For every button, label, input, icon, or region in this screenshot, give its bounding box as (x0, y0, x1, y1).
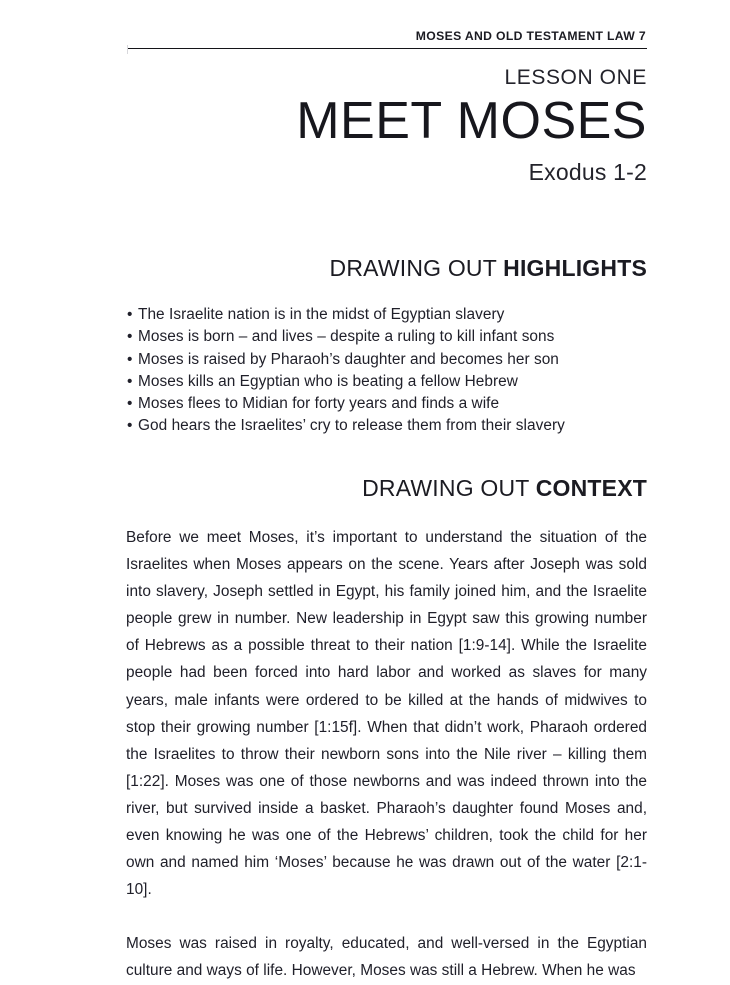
bullet-icon: • (127, 417, 133, 435)
highlights-list (127, 304, 647, 438)
scripture-reference: Exodus 1-2 (528, 159, 647, 186)
running-header-title: MOSES AND OLD TESTAMENT LAW 7 (415, 29, 646, 43)
lesson-title-block (87, 66, 647, 187)
bullet-icon: • (127, 372, 133, 390)
header-rule-end-cap (127, 45, 128, 54)
list-item-text: God hears the Israelites’ cry to release them from their slavery (138, 417, 565, 435)
list-item (127, 393, 647, 415)
list-item (127, 349, 647, 371)
header-divider-rule (127, 48, 647, 49)
list-item-text: Moses is born – and lives – despite a ruling to kill infant sons (138, 328, 555, 346)
context-body-copy (126, 524, 647, 985)
list-item-text: Moses is raised by Pharaoh’s daughter and becomes her son (138, 350, 559, 368)
list-item-text: The Israelite nation is in the midst of Egyptian slavery (138, 306, 505, 323)
body-paragraph: Moses was raised in royalty, educated, and well-versed in the Egyptian culture and ways of life. However, Moses was still a Hebrew. When he was (126, 935, 647, 980)
bullet-icon: • (127, 350, 133, 368)
list-item (127, 326, 647, 348)
section-heading-prefix: DRAWING OUT (362, 475, 536, 501)
bullet-icon: • (127, 328, 133, 346)
bullet-icon: • (127, 306, 133, 323)
list-item-text: Moses kills an Egyptian who is beating a fellow Hebrew (138, 372, 518, 390)
section-heading-context (87, 475, 647, 503)
page-title: MEET MOSES (296, 92, 647, 151)
running-header (127, 30, 647, 49)
list-item (127, 415, 647, 437)
bullet-icon: • (127, 395, 133, 413)
section-heading-prefix: DRAWING OUT (329, 255, 504, 281)
section-heading-highlights (87, 255, 647, 283)
list-item (127, 371, 647, 393)
section-heading-keyword: CONTEXT (535, 475, 647, 501)
lesson-number-label: LESSON ONE (504, 66, 647, 89)
section-heading-keyword: HIGHLIGHTS (503, 255, 647, 281)
list-item-text: Moses flees to Midian for forty years and finds a wife (138, 395, 500, 413)
list-item (127, 304, 647, 326)
body-paragraph: Before we meet Moses, it’s important to understand the situation of the Israelites when Moses appears on the scene. Years after Joseph was sold into slavery, Joseph settled in Egypt, his family joined him, and the Israelite people grew in number. New leadership in Egypt saw this growing number of Hebrews as a possible threat to their nation [1:9-14]. While the Israelite people had been forced into hard labor and worked as slaves for many years, male infants were ordered to be killed at the hands of midwives to stop their growing number [1:15f]. When that didn’t work, Pharaoh ordered the Israelites to throw their newborn sons into the Nile river – killing them [1:22]. Moses was one of those newborns and was indeed thrown into the river, but survived inside a basket. Pharaoh’s daughter found Moses and, even knowing he was one of the Hebrews’ children, took the child for her own and named him ‘Moses’ because he was drawn out of the water [2:1-10]. (126, 529, 647, 899)
